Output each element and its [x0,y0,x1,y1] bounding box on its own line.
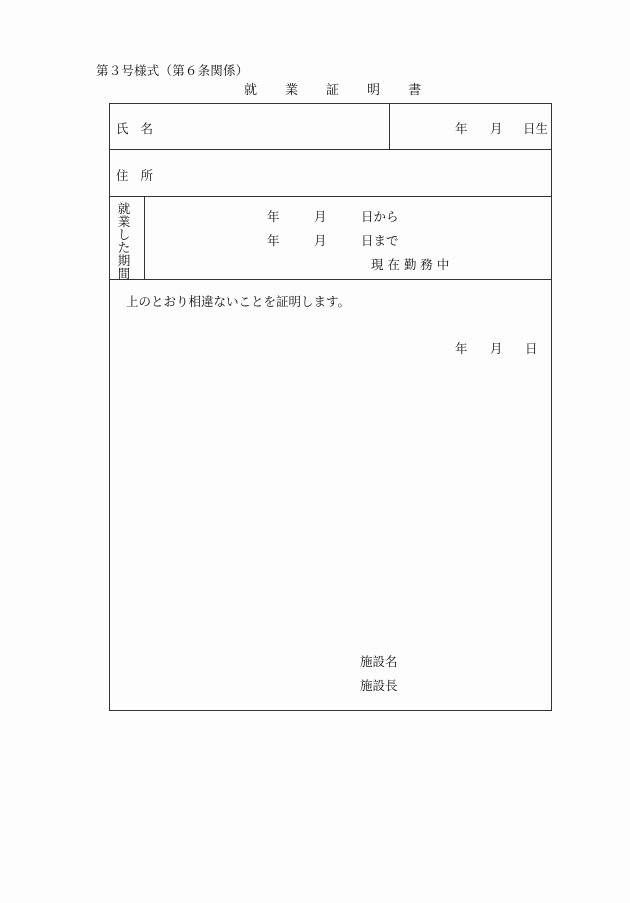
form-number-label: 第３号様式（第６条関係） [96,63,249,78]
title-char: 就 [244,83,258,98]
row-divider [109,196,552,197]
birth-year-label: 年 [455,121,468,136]
employment-period-label: 就 業 し た 期 間 [117,201,131,281]
row-divider [109,279,552,280]
title-char: 書 [408,83,422,98]
row-divider [109,149,552,150]
from-month-label: 月 [314,209,327,224]
title-char: 明 [367,83,381,98]
certification-statement: 上のとおり相違ないことを証明します。 [126,294,351,309]
name-label: 氏 名 [116,121,154,136]
facility-name-label: 施設名 [360,654,398,669]
cert-day-label: 日 [525,341,538,356]
birth-day-label: 日生 [523,121,549,136]
currently-employed-label: 現 在 勤 務 中 [371,257,450,272]
birth-month-label: 月 [490,121,503,136]
cert-month-label: 月 [490,341,503,356]
name-birth-divider [389,103,390,150]
period-label-divider [144,196,145,280]
certificate-table [109,103,552,711]
cert-year-label: 年 [455,341,468,356]
address-label: 住 所 [116,168,154,183]
to-month-label: 月 [314,233,327,248]
document-title [244,79,421,98]
from-day-label: 日から [361,209,399,224]
to-day-label: 日まで [361,233,399,248]
from-year-label: 年 [267,209,280,224]
facility-head-label: 施設長 [360,678,398,693]
to-year-label: 年 [267,233,280,248]
title-char: 業 [285,83,299,98]
title-char: 証 [326,83,340,98]
